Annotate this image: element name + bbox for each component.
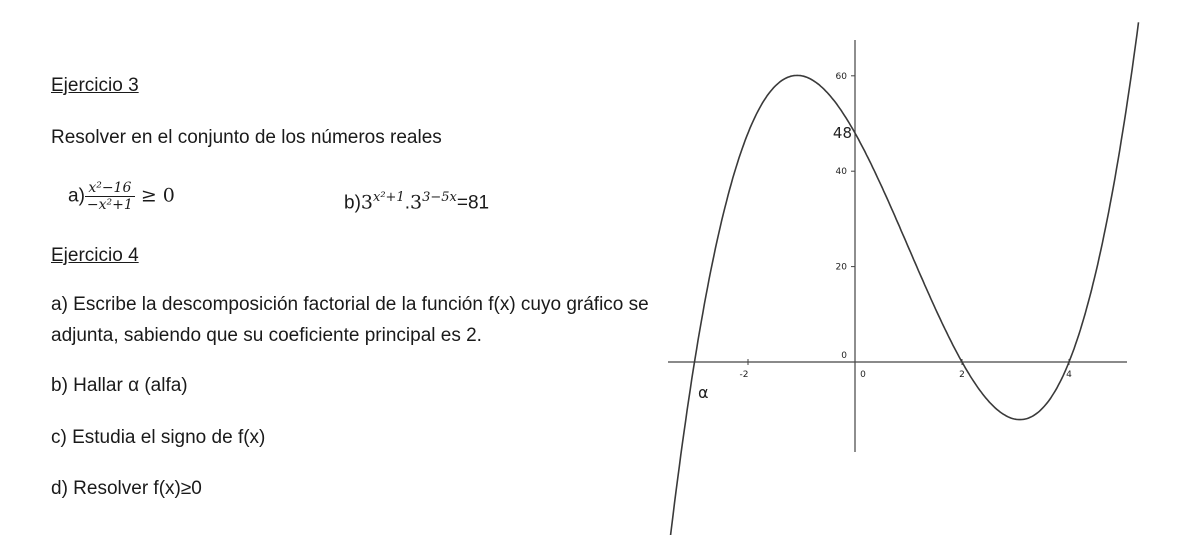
exercise-4-a-line2: adjunta, sabiendo que su coeficiente principal es 2.: [51, 325, 482, 346]
exercise-4-b: b) Hallar α (alfa): [51, 375, 188, 396]
equation-rhs: =81: [456, 192, 490, 214]
exercise-4-d: d) Resolver f(x)≥0: [51, 478, 202, 499]
y-tick-label: 40: [835, 167, 847, 178]
fraction-numerator: x²−16: [85, 180, 135, 197]
base-1: 3: [360, 191, 373, 214]
x-tick-label: -2: [739, 370, 749, 380]
x-tick-label: 4: [1066, 370, 1072, 380]
item-b-label: b): [344, 192, 361, 214]
exercise-3-statement: Resolver en el conjunto de los números reales: [51, 127, 442, 148]
y-tick-label: 20: [835, 262, 847, 273]
function-curve: [667, 22, 1139, 535]
x-tick-label: 0: [860, 370, 866, 380]
multiply-dot: .: [404, 192, 410, 214]
exponent-2: 3−5x: [422, 190, 457, 205]
exponent-1: x²+1: [373, 190, 405, 205]
y-intercept-label: 48: [832, 124, 852, 143]
base-2: 3: [410, 191, 423, 214]
y-tick-label: 60: [835, 71, 847, 82]
x-tick-label: 2: [959, 370, 965, 380]
exercise-4-a-line1: a) Escribe la descomposición factorial de la función f(x) cuyo gráfico se: [51, 294, 649, 315]
inequality-relation: ≥ 0: [134, 184, 175, 207]
exercise-3-title: Ejercicio 3: [51, 75, 139, 96]
item-a-label: a): [68, 185, 85, 207]
y-tick-label: 0: [841, 351, 847, 361]
alpha-root-label: α: [698, 383, 709, 402]
exercise-4-c: c) Estudia el signo de f(x): [51, 427, 266, 448]
exercise-4-title: Ejercicio 4: [51, 245, 139, 266]
fraction-denominator: −x²+1: [86, 197, 133, 213]
